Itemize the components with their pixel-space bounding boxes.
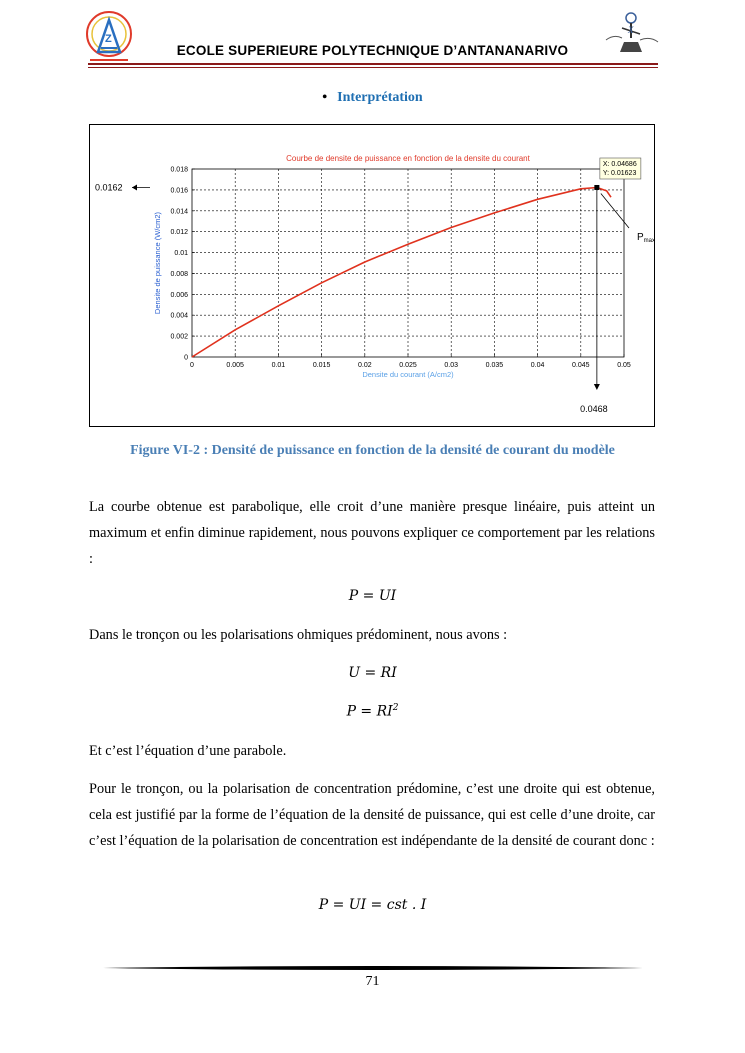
equation-2: U = RI xyxy=(348,665,397,681)
x-tick-label: 0.03 xyxy=(444,362,459,369)
x-tick-label: 0 xyxy=(190,362,194,369)
max-point-marker xyxy=(594,185,599,190)
datatip-x: X: 0.04686 xyxy=(602,161,637,168)
y-tick-label: 0.016 xyxy=(170,187,188,195)
y-tick-label: 0 xyxy=(184,354,188,362)
power-density-chart xyxy=(89,124,655,427)
equation-3-exponent: 2 xyxy=(392,703,399,713)
paragraph-4: Pour le tronçon, ou la polarisation de concentration prédomine, c’est une droite qui est obtenue, cela est justifié par la forme de l’équation de la densité de puissance, qui est celle d’une droite, car c’est l’équation de la polarisation de concentration est indépendante de la densité de courant donc : xyxy=(89,781,655,849)
footer-rule xyxy=(103,964,643,972)
x-tick-label: 0.025 xyxy=(399,362,417,369)
equation-4: P = UI = cst . I xyxy=(318,897,427,913)
y-tick-label: 0.018 xyxy=(170,166,188,174)
x-tick-label: 0.04 xyxy=(530,362,545,369)
x-tick-label: 0.015 xyxy=(312,362,331,369)
paragraph-3: Et c’est l’équation d’une parabole. xyxy=(89,743,287,759)
y-tick-label: 0.008 xyxy=(170,270,188,278)
header-rule-thin xyxy=(88,67,658,68)
y-tick-label: 0.002 xyxy=(170,333,188,341)
paragraph-2: Dans le tronçon ou les polarisations ohmiques prédominent, nous avons : xyxy=(89,627,508,643)
annotation-x-value: 0.0468 xyxy=(580,404,608,414)
y-tick-label: 0.01 xyxy=(174,250,188,258)
x-tick-label: 0.05 xyxy=(617,362,631,369)
annotation-arrowhead-x xyxy=(594,384,600,390)
svg-text:X: X xyxy=(628,25,634,35)
y-tick-label: 0.012 xyxy=(170,229,188,237)
x-tick-label: 0.045 xyxy=(572,362,590,369)
annotation-y-value: 0.0162 xyxy=(95,182,123,193)
annotation-arrowhead-y xyxy=(132,184,137,190)
heading-bullet: • xyxy=(322,90,328,105)
equation-3-base: P = RI xyxy=(346,703,393,720)
x-axis-label: Densite du courant (A/cm2) xyxy=(362,370,454,379)
y-tick-label: 0.006 xyxy=(170,291,188,299)
equation-3 xyxy=(0,703,745,720)
page-number: 71 xyxy=(365,974,380,989)
heading-text: Interprétation xyxy=(337,90,423,105)
section-heading xyxy=(0,90,745,106)
x-tick-label: 0.005 xyxy=(226,362,244,369)
y-axis-label: Densite de puissance (W/cm2) xyxy=(153,211,162,315)
figure-caption: Figure VI-2 : Densité de puissance en fonction de la densité de courant du modèle xyxy=(130,443,615,458)
x-tick-label: 0.02 xyxy=(357,362,372,369)
equation-1: P = UI xyxy=(348,588,397,604)
svg-text:Z: Z xyxy=(105,33,112,45)
annotation-pmax: $P_{max}$ xyxy=(637,232,655,244)
paragraph-1: La courbe obtenue est parabolique, elle croit d’une manière presque linéaire, puis atteint un maximum et enfin diminue rapidement, nous pouvons expliquer ce comportement par les relations : xyxy=(89,499,655,567)
y-tick-label: 0.004 xyxy=(170,312,188,320)
header-title: ECOLE SUPERIEURE POLYTECHNIQUE D’ANTANANARIVO xyxy=(176,43,569,58)
x-tick-label: 0.01 xyxy=(271,362,286,369)
y-tick-label: 0.014 xyxy=(170,208,188,216)
x-tick-label: 0.035 xyxy=(485,362,504,369)
header-rule xyxy=(88,63,658,65)
datatip-y: Y: 0.01623 xyxy=(602,170,637,177)
chart-title: Courbe de densite de puissance en fonction de la densite du courant xyxy=(286,154,530,163)
